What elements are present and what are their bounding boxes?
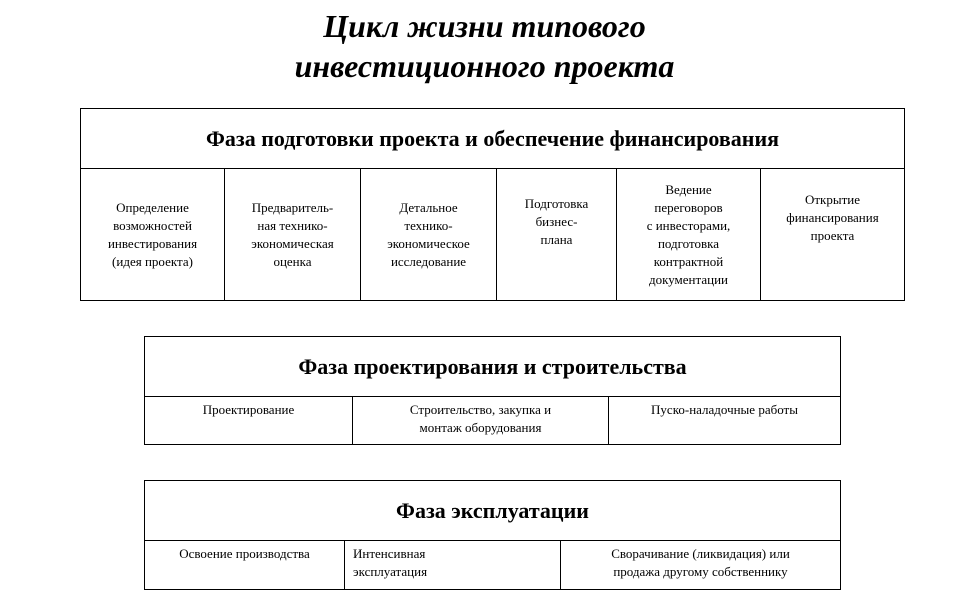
phase-title: Фаза эксплуатации: [145, 481, 840, 541]
step-production-ramp-up: Освоение производства: [145, 541, 345, 589]
phase-title: Фаза проектирования и строительства: [145, 337, 840, 397]
phase-steps-row: [145, 397, 840, 444]
step-opportunity-identification: Определение возможностей инвестирования (идея проекта): [81, 169, 225, 300]
step-detailed-feasibility: Детальное технико- экономическое исследование: [361, 169, 497, 300]
step-design: Проектирование: [145, 397, 353, 444]
diagram-title-line-1: Цикл жизни типового: [323, 8, 646, 44]
phase-design-construction: [144, 336, 841, 445]
step-financing-opening: Открытие финансирования проекта: [786, 192, 879, 243]
step-construction-procurement: Строительство, закупка и монтаж оборудования: [353, 397, 609, 444]
phase-steps-row: [81, 169, 904, 300]
phase-preparation-financing: [80, 108, 905, 301]
step-business-plan: Подготовка бизнес- плана: [497, 169, 617, 300]
step-wind-down-or-sale: Сворачивание (ликвидация) или продажа другому собственнику: [611, 546, 790, 579]
step-preliminary-feasibility: Предваритель- ная технико- экономическая оценка: [225, 169, 361, 300]
step-investor-negotiations: Ведение переговоров с инвесторами, подготовка контрактной документации: [617, 169, 761, 300]
phase-steps-row: [145, 541, 840, 589]
phase-title: Фаза подготовки проекта и обеспечение финансирования: [81, 109, 904, 169]
phase-operation: [144, 480, 841, 590]
diagram-title-line-2: инвестиционного проекта: [294, 48, 675, 84]
step-intensive-operation: Интенсивная эксплуатация: [345, 541, 561, 589]
step-commissioning: Пуско-наладочные работы: [651, 402, 798, 417]
